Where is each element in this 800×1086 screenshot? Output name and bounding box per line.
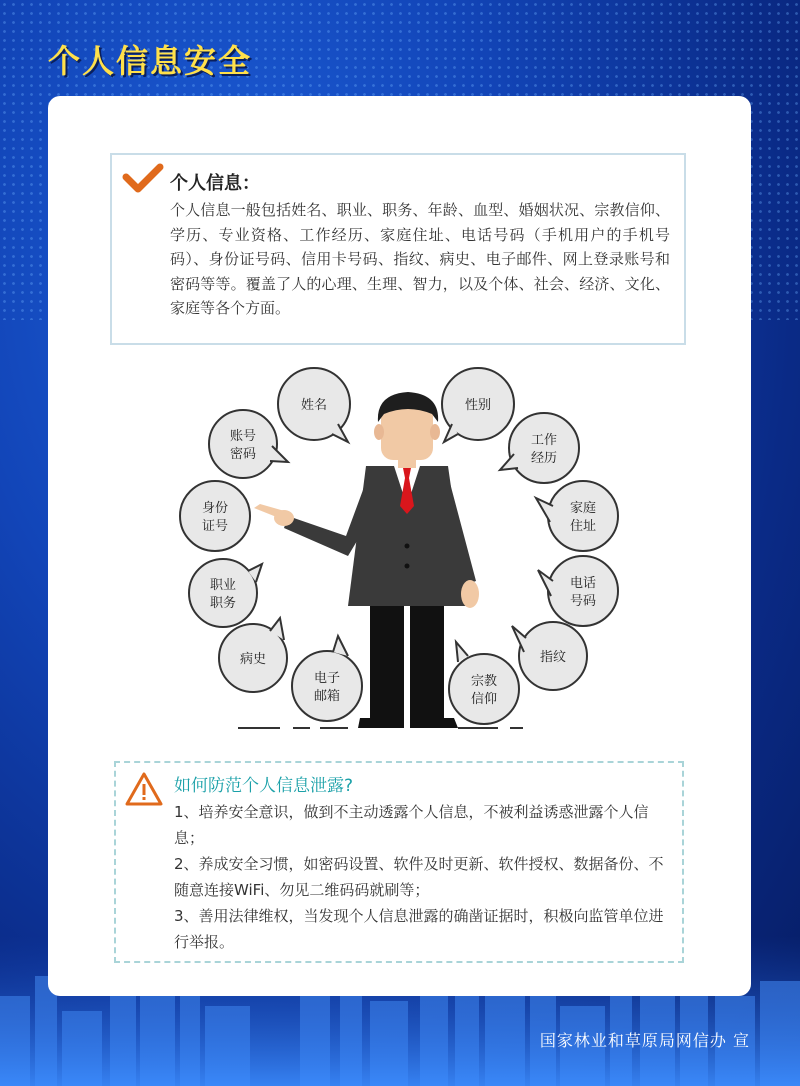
bubble-name: 姓名	[300, 398, 328, 413]
bubble-work-2: 经历	[530, 451, 558, 466]
prevention-item-3: 3、善用法律维权，当发现个人信息泄露的确凿证据时，积极向监管单位进行举报。	[174, 907, 664, 951]
bubble-home-1: 家庭	[569, 501, 597, 516]
bubble-history: 病史	[239, 652, 267, 667]
bubble-id-1: 身份	[201, 501, 229, 516]
bubble-fingerprint: 指纹	[539, 650, 567, 665]
info-body: 个人信息一般包括姓名、职业、职务、年龄、血型、婚姻状况、宗教信仰、学历、专业资格、工作经历、家庭住址、电话号码（手机用户的手机号码）、身份证号码、信用卡号码、指纹、病史、电子邮件、网上登录账号和密码等等。覆盖了人的心理、生理、智力，以及个体、社会、经济、文化、家庭等各个方面。	[170, 201, 670, 317]
warning-icon	[124, 771, 164, 807]
prevention-list	[174, 799, 669, 955]
bubble-home-2: 住址	[569, 519, 597, 534]
bubble-religion-2: 信仰	[470, 692, 498, 707]
bubble-account-1: 账号	[229, 429, 257, 444]
bubble-religion-1: 宗教	[470, 674, 498, 689]
bubble-job-1: 职业	[209, 578, 237, 593]
bubble-email-2: 邮箱	[313, 689, 341, 704]
bubble-phone-1: 电话	[569, 576, 597, 591]
info-title: 个人信息：	[170, 173, 260, 194]
page-title: 个人信息安全	[48, 42, 253, 80]
bubble-phone-2: 号码	[569, 594, 597, 609]
prevention-item-2: 2、养成安全习惯，如密码设置、软件及时更新、软件授权、数据备份、不随意连接WiFi、勿见二维码码就刷等；	[174, 855, 664, 899]
content-card	[48, 96, 751, 996]
bubble-work-1: 工作	[530, 433, 558, 448]
bubble-email-1: 电子	[313, 671, 341, 686]
footer-credit: 国家林业和草原局网信办 宣	[539, 1031, 750, 1050]
prevention-title: 如何防范个人信息泄露?	[174, 776, 354, 796]
personal-info-illustration	[48, 356, 751, 746]
prevention-box	[114, 761, 684, 963]
prevention-item-1: 1、培养安全意识，做到不主动透露个人信息，不被利益诱惑泄露个人信息；	[174, 803, 649, 847]
bubble-account-2: 密码	[229, 447, 257, 462]
personal-info-box	[110, 153, 686, 345]
bubble-gender: 性别	[464, 398, 492, 413]
bubble-job-2: 职务	[209, 596, 237, 611]
checkmark-icon	[122, 163, 164, 195]
bubble-id-2: 证号	[201, 519, 229, 534]
